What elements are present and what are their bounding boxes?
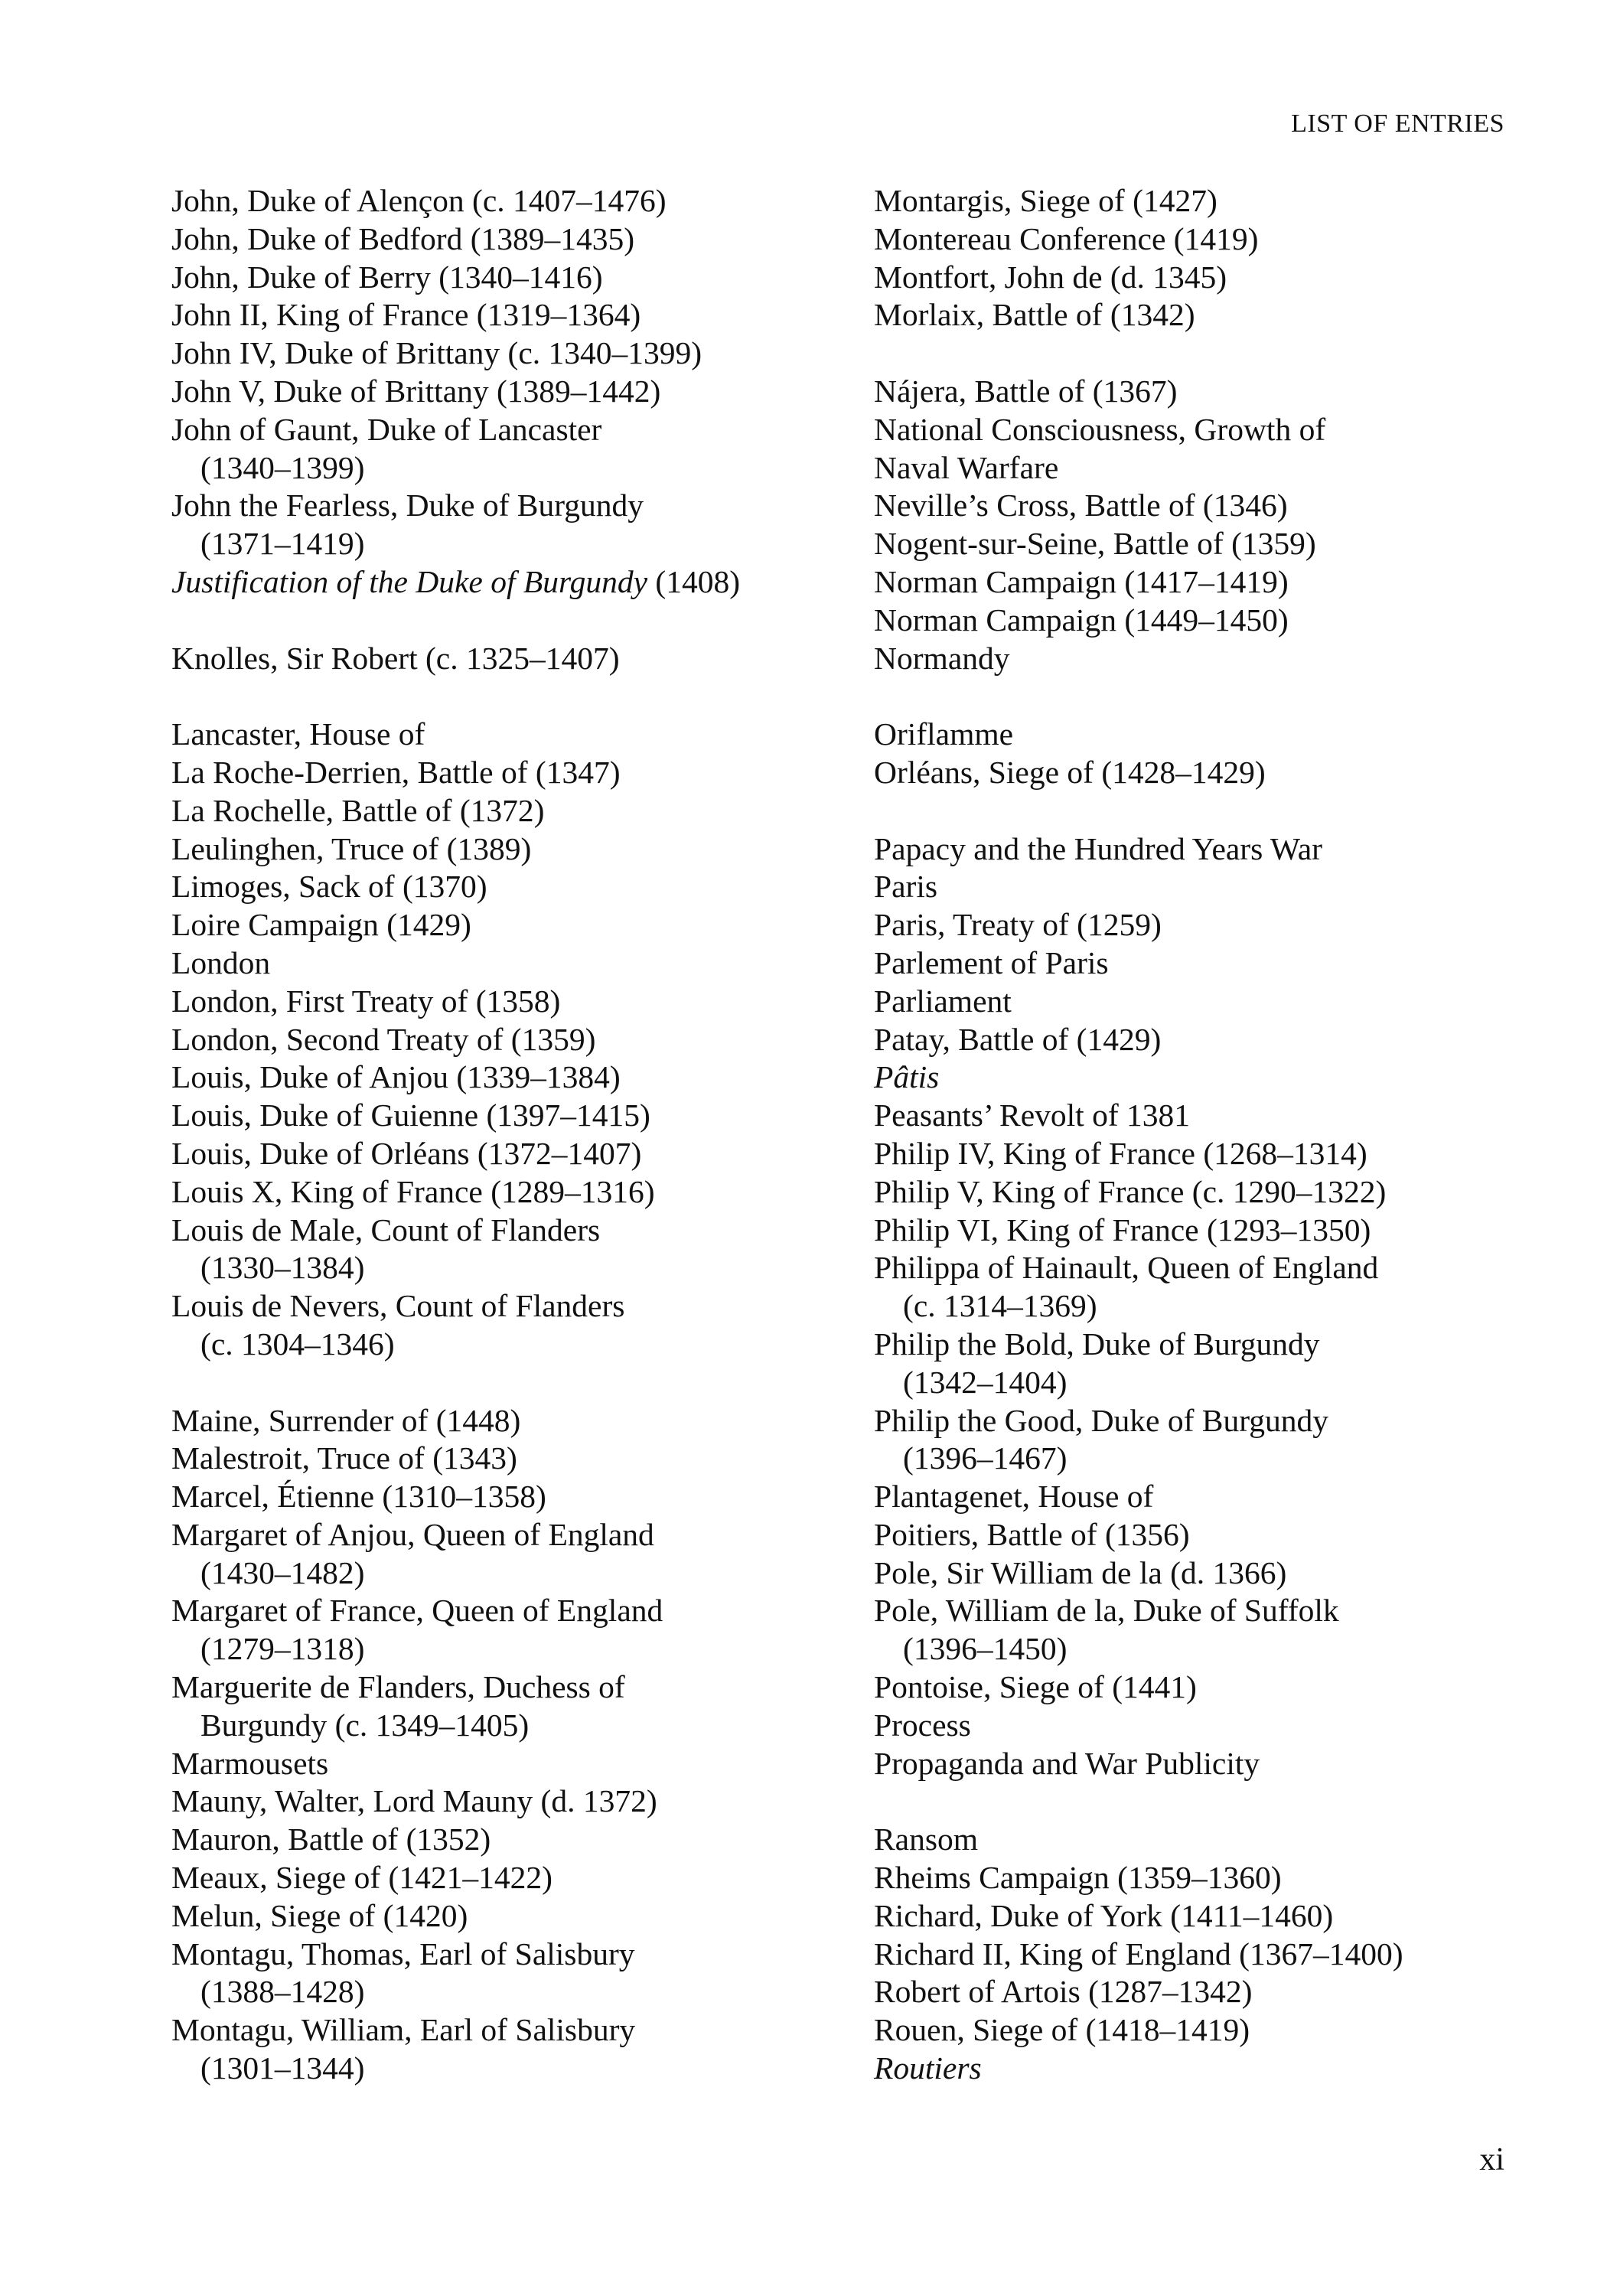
index-entry: La Rochelle, Battle of (1372) — [171, 792, 545, 828]
entry-text: Philip the Bold, Duke of Burgundy — [874, 1326, 1320, 1362]
entry-group-p — [874, 830, 1509, 1783]
entry-text: Pole, William de la, Duke of Suffolk — [874, 1593, 1339, 1629]
index-entry: Pontoise, Siege of (1441) — [874, 1669, 1197, 1705]
index-entry: Pole, Sir William de la (d. 1366) — [874, 1554, 1287, 1590]
entry-group-o — [874, 716, 1509, 792]
index-entry — [171, 1668, 845, 1745]
index-entry: Nogent-sur-Seine, Battle of (1359) — [874, 526, 1316, 562]
index-entry: Philip V, King of France (c. 1290–1322) — [874, 1173, 1387, 1209]
index-entry: London — [171, 944, 271, 980]
index-entry — [171, 1212, 845, 1288]
entry-group-n — [874, 373, 1509, 677]
index-entry: Marmousets — [171, 1745, 329, 1781]
entry-continuation: (1301–1344) — [200, 2050, 365, 2086]
entry-group-m — [171, 1402, 845, 2088]
entry-italic-text: Routiers — [874, 2050, 982, 2086]
page-number: xi — [1479, 2142, 1504, 2177]
entry-continuation: (1396–1467) — [903, 1440, 1068, 1476]
index-entry: Parliament — [874, 983, 1012, 1019]
entry-text: Philippa of Hainault, Queen of England — [874, 1250, 1379, 1286]
entry-group-r — [874, 1821, 1509, 2088]
entry-italic-text: Pâtis — [874, 1059, 940, 1095]
index-entry: Richard II, King of England (1367–1400) — [874, 1936, 1403, 1971]
entry-group-k — [171, 640, 845, 678]
entry-text: Louis de Nevers, Count of Flanders — [171, 1288, 625, 1324]
index-entry: Naval Warfare — [874, 449, 1059, 485]
entry-continuation: (1340–1399) — [200, 449, 365, 485]
entry-continuation: (c. 1314–1369) — [903, 1288, 1097, 1324]
entry-italic-text: Justification of the Duke of Burgundy — [171, 563, 647, 599]
index-entry: Meaux, Siege of (1421–1422) — [171, 1860, 553, 1896]
index-entry: Oriflamme — [874, 716, 1014, 752]
index-entry: Norman Campaign (1449–1450) — [874, 602, 1289, 638]
left-column — [171, 182, 845, 2088]
index-entry — [171, 2011, 845, 2088]
entry-text: Margaret of France, Queen of England — [171, 1593, 663, 1629]
index-entry — [874, 1249, 1509, 1326]
index-entry: Rouen, Siege of (1418–1419) — [874, 2012, 1250, 2048]
index-entry: Montereau Conference (1419) — [874, 220, 1259, 256]
index-entry: Paris — [874, 869, 937, 905]
index-entry — [171, 487, 845, 563]
index-entry: Richard, Duke of York (1411–1460) — [874, 1897, 1334, 1933]
index-entry — [874, 1058, 1509, 1097]
entry-group-j — [171, 182, 845, 602]
entry-text: Margaret of Anjou, Queen of England — [171, 1516, 654, 1552]
index-entry: Mauny, Walter, Lord Mauny (d. 1372) — [171, 1783, 657, 1819]
entry-group-m — [874, 182, 1509, 334]
index-entry: Nájera, Battle of (1367) — [874, 373, 1178, 409]
index-entry: Peasants’ Revolt of 1381 — [874, 1097, 1191, 1133]
index-entry: Philip IV, King of France (1268–1314) — [874, 1135, 1367, 1171]
entry-text: Marguerite de Flanders, Duchess of — [171, 1669, 625, 1705]
running-head: LIST OF ENTRIES — [1291, 109, 1504, 138]
index-entry: Limoges, Sack of (1370) — [171, 869, 487, 905]
index-entry: Plantagenet, House of — [874, 1479, 1154, 1515]
index-entry: Patay, Battle of (1429) — [874, 1021, 1162, 1057]
entry-continuation: (1371–1419) — [200, 526, 365, 562]
entry-text: Philip the Good, Duke of Burgundy — [874, 1402, 1329, 1438]
index-entry: Morlaix, Battle of (1342) — [874, 297, 1195, 333]
index-entry: Knolles, Sir Robert (c. 1325–1407) — [171, 640, 620, 676]
index-entry: London, First Treaty of (1358) — [171, 983, 561, 1019]
index-entry: John, Duke of Berry (1340–1416) — [171, 259, 603, 295]
entry-continuation: (1342–1404) — [903, 1364, 1068, 1400]
entry-text: (1408) — [647, 563, 741, 599]
index-entry: Mauron, Battle of (1352) — [171, 1821, 491, 1857]
index-entry: John V, Duke of Brittany (1389–1442) — [171, 373, 661, 409]
index-entry: Propaganda and War Publicity — [874, 1745, 1260, 1781]
right-column — [874, 182, 1509, 2088]
index-entry: John, Duke of Alençon (c. 1407–1476) — [171, 183, 667, 218]
entry-continuation: (1430–1482) — [200, 1554, 365, 1590]
index-entry: Louis, Duke of Anjou (1339–1384) — [171, 1059, 621, 1095]
index-entry: Marcel, Étienne (1310–1358) — [171, 1479, 546, 1515]
index-entry: Loire Campaign (1429) — [171, 907, 471, 943]
index-entry: Process — [874, 1707, 971, 1743]
index-entry — [171, 563, 845, 602]
index-entry — [171, 1936, 845, 2012]
index-entry: Louis, Duke of Guienne (1397–1415) — [171, 1097, 650, 1133]
entry-text: Montagu, Thomas, Earl of Salisbury — [171, 1936, 635, 1971]
index-entry: National Consciousness, Growth of — [874, 411, 1326, 447]
index-entry: Malestroit, Truce of (1343) — [171, 1440, 517, 1476]
entry-continuation: (1330–1384) — [200, 1250, 365, 1286]
entry-continuation: (c. 1304–1346) — [200, 1326, 395, 1362]
entry-continuation: (1388–1428) — [200, 1974, 365, 2010]
index-entry: Philip VI, King of France (1293–1350) — [874, 1212, 1371, 1247]
index-entry: Lancaster, House of — [171, 716, 425, 752]
index-entry — [874, 2050, 1509, 2088]
index-entry: Paris, Treaty of (1259) — [874, 907, 1162, 943]
index-entry: Robert of Artois (1287–1342) — [874, 1974, 1253, 2010]
entry-text: Louis de Male, Count of Flanders — [171, 1212, 601, 1247]
index-entry — [874, 1326, 1509, 1402]
index-entry: John IV, Duke of Brittany (c. 1340–1399) — [171, 335, 702, 371]
index-entry: Louis X, King of France (1289–1316) — [171, 1173, 655, 1209]
index-entry: Ransom — [874, 1821, 979, 1857]
entry-continuation: (1396–1450) — [903, 1631, 1068, 1667]
entry-continuation: (1279–1318) — [200, 1631, 365, 1667]
index-entry — [171, 1287, 845, 1364]
index-entry: Rheims Campaign (1359–1360) — [874, 1860, 1282, 1896]
index-entry — [171, 1592, 845, 1668]
index-entry: John II, King of France (1319–1364) — [171, 297, 641, 333]
entry-text: John of Gaunt, Duke of Lancaster — [171, 411, 602, 447]
index-entry: Norman Campaign (1417–1419) — [874, 563, 1289, 599]
entry-continuation: Burgundy (c. 1349–1405) — [200, 1707, 530, 1743]
entry-text: Montagu, William, Earl of Salisbury — [171, 2012, 636, 2048]
index-entry: Poitiers, Battle of (1356) — [874, 1516, 1190, 1552]
index-entry: La Roche-Derrien, Battle of (1347) — [171, 754, 621, 790]
index-entry: Parlement of Paris — [874, 944, 1109, 980]
index-entry: Montargis, Siege of (1427) — [874, 183, 1217, 218]
index-entry — [171, 411, 845, 488]
index-entry: John, Duke of Bedford (1389–1435) — [171, 220, 635, 256]
entry-text: John the Fearless, Duke of Burgundy — [171, 488, 644, 523]
index-entry: Leulinghen, Truce of (1389) — [171, 830, 532, 866]
index-entry — [874, 1402, 1509, 1479]
index-entry: Melun, Siege of (1420) — [171, 1897, 468, 1933]
entry-group-l — [171, 716, 845, 1364]
index-entry: Normandy — [874, 640, 1010, 676]
index-entry — [874, 1592, 1509, 1668]
index-entry: Louis, Duke of Orléans (1372–1407) — [171, 1135, 642, 1171]
index-entry: Papacy and the Hundred Years War — [874, 830, 1322, 866]
index-entry: Orléans, Siege of (1428–1429) — [874, 754, 1266, 790]
index-entry — [171, 1516, 845, 1593]
index-entry: Neville’s Cross, Battle of (1346) — [874, 488, 1288, 523]
index-entry: Montfort, John de (d. 1345) — [874, 259, 1227, 295]
index-entry: Maine, Surrender of (1448) — [171, 1402, 521, 1438]
index-entry: London, Second Treaty of (1359) — [171, 1021, 596, 1057]
